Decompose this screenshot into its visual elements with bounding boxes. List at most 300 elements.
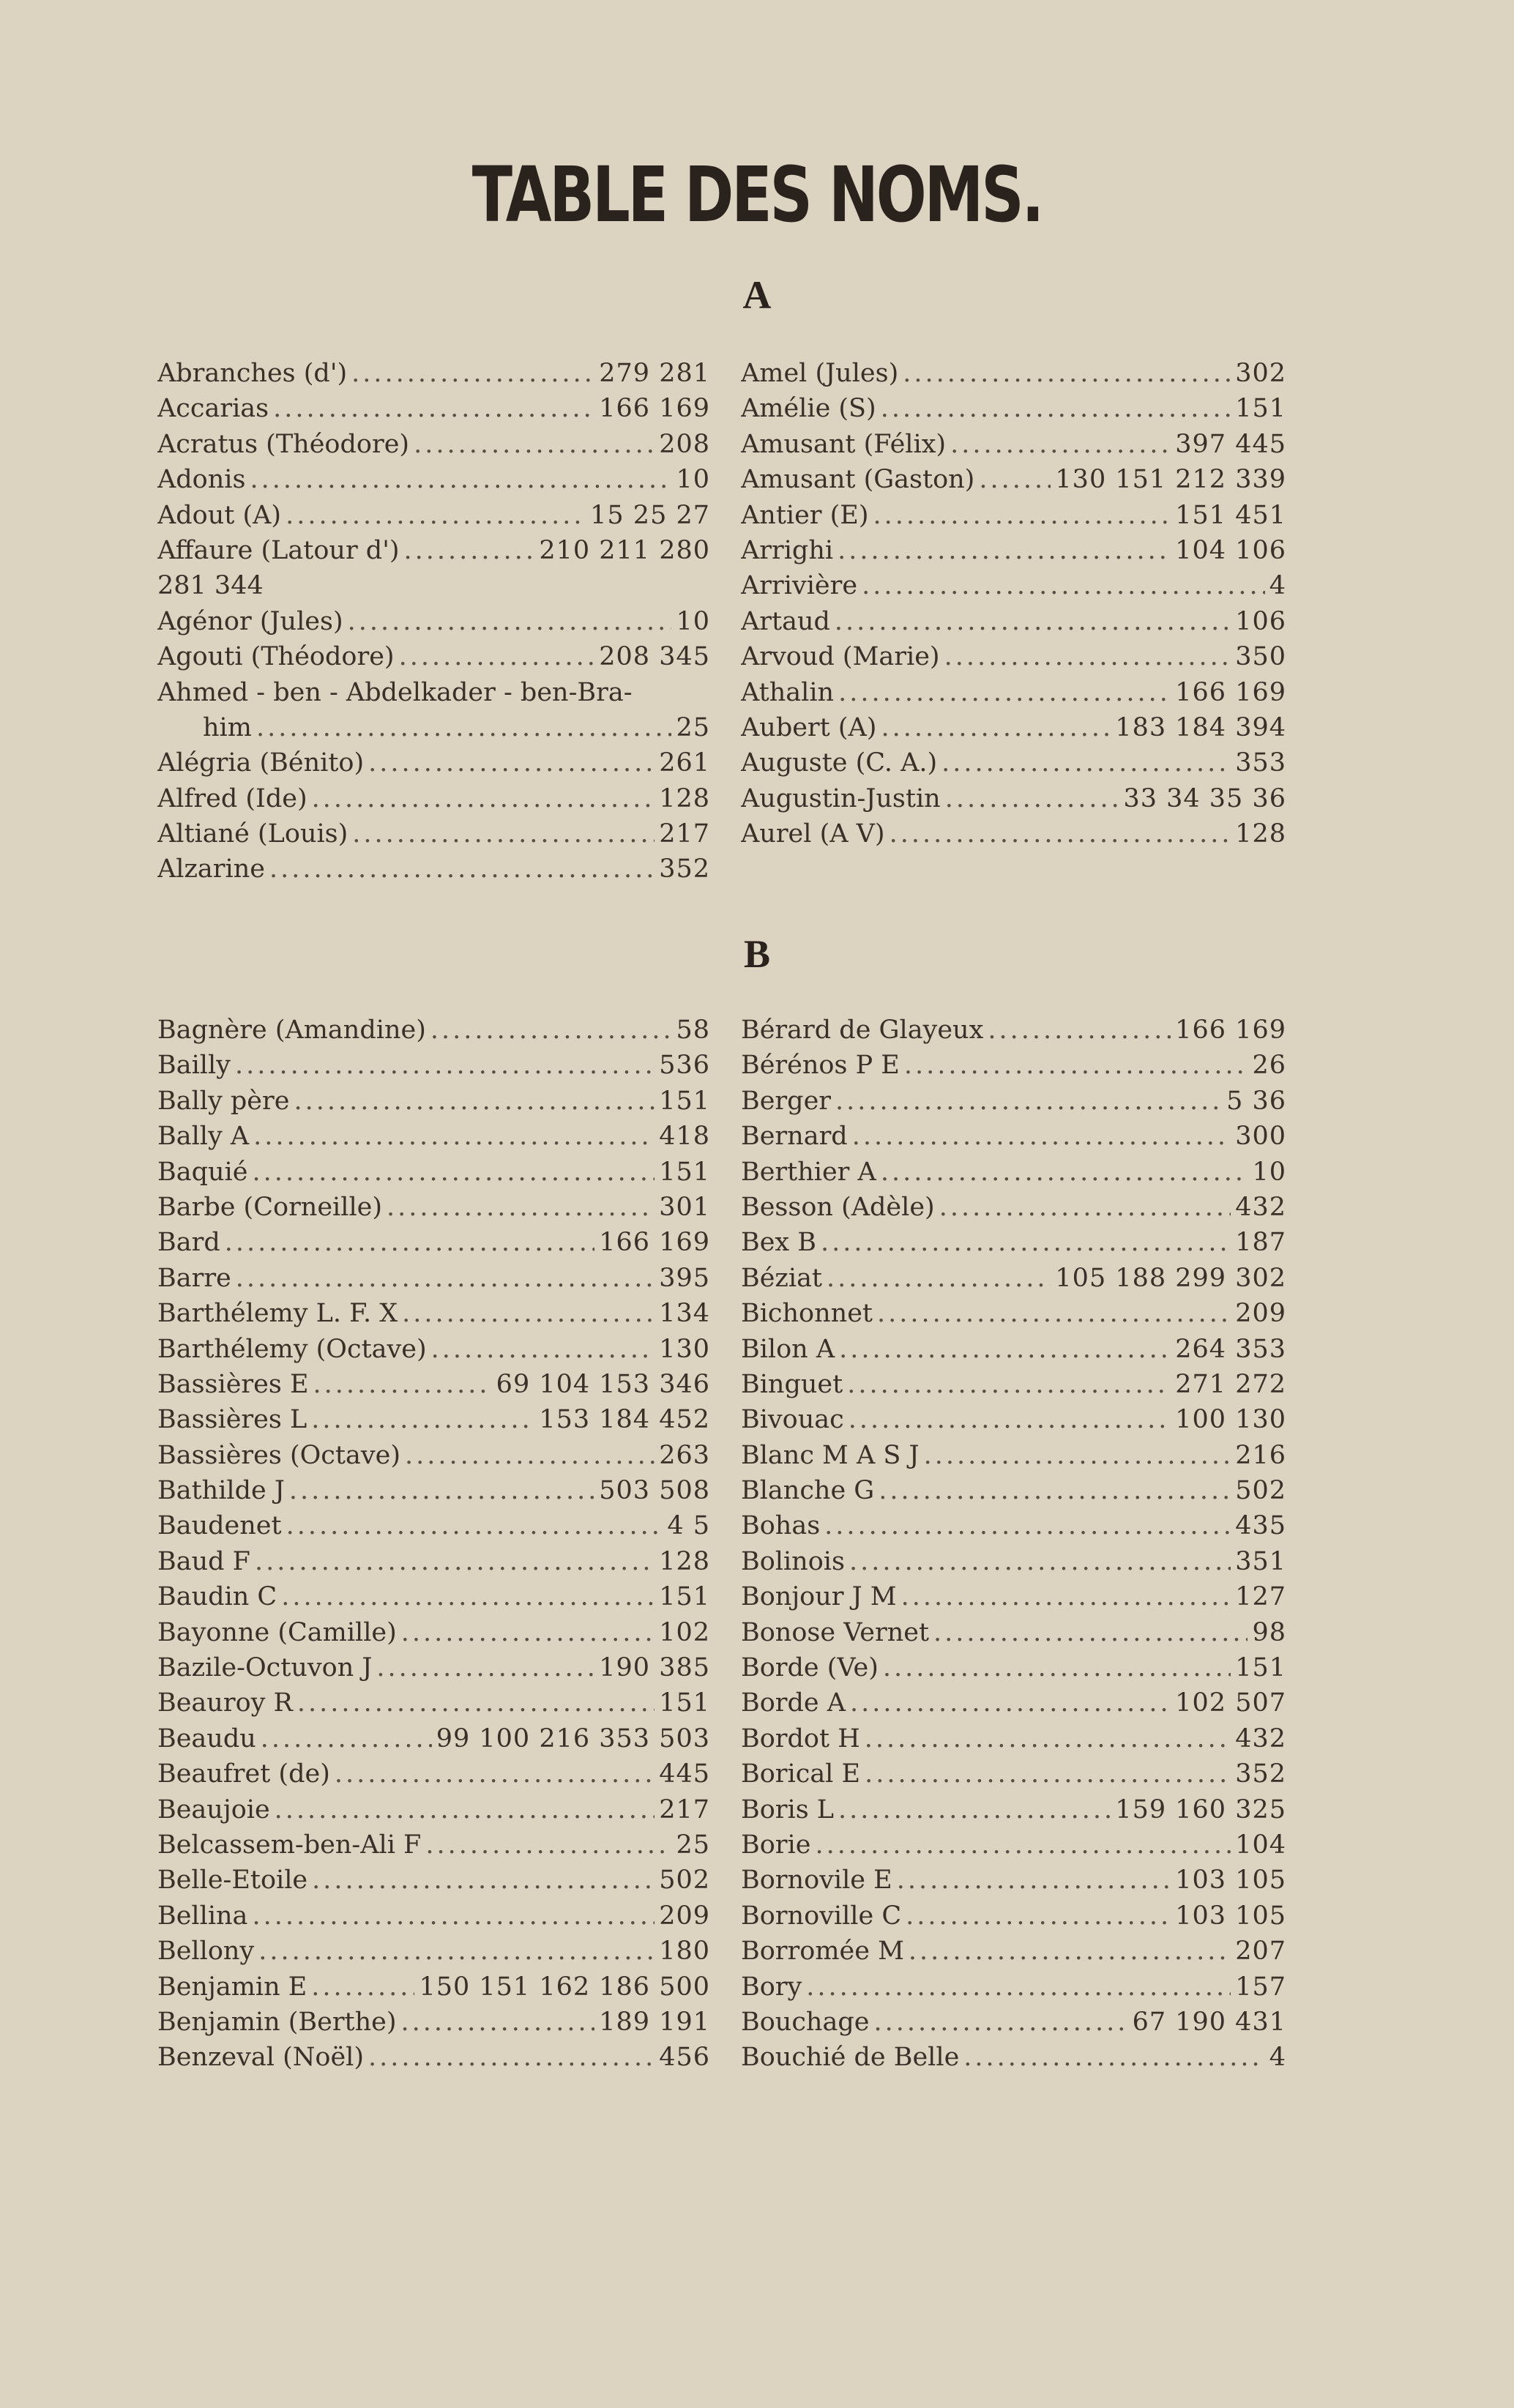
entry-pages: 10: [676, 606, 710, 636]
entry-pages: 159 160 325: [1115, 1794, 1286, 1824]
dot-leader: [883, 1650, 1231, 1685]
entry-pages: 208: [659, 429, 710, 459]
dot-leader: [904, 1048, 1248, 1083]
entry-pages: 4: [1269, 2043, 1286, 2073]
entry-name: Borromée M: [741, 1937, 904, 1967]
index-entry: [741, 391, 1286, 426]
section-b-left-column: [157, 1013, 710, 2076]
entry-pages: 166 169: [1175, 1015, 1286, 1045]
dot-leader: [414, 427, 655, 462]
entry-pages: 151: [659, 1157, 710, 1187]
index-entry: [157, 2005, 710, 2040]
dot-leader: [865, 1721, 1231, 1756]
index-entry: [741, 1827, 1286, 1863]
entry-pages: 445: [659, 1759, 710, 1789]
entry-name: Bérénos P E: [741, 1051, 900, 1081]
index-entry: [741, 1013, 1286, 1048]
entry-name: Bailly: [157, 1051, 231, 1081]
dot-leader: [313, 1367, 492, 1402]
entry-pages: 263: [659, 1440, 710, 1470]
entry-pages: 261: [659, 748, 710, 778]
index-entry: [741, 1473, 1286, 1508]
index-entry: [741, 1579, 1286, 1614]
entry-name: Bellony: [157, 1937, 255, 1967]
entry-name: Bonjour J M: [741, 1582, 897, 1612]
entry-pages: 208 345: [599, 642, 710, 672]
entry-pages: 209: [659, 1901, 710, 1931]
index-entry: [157, 604, 710, 639]
entry-pages: 418: [659, 1122, 710, 1152]
entry-pages: 127: [1235, 1582, 1286, 1612]
entry-pages: 130 151 212 339: [1055, 465, 1286, 495]
entry-pages: 432: [1235, 1192, 1286, 1222]
entry-pages: 134: [659, 1299, 710, 1329]
index-entry: [157, 1615, 710, 1650]
entry-name: Augustin-Justin: [741, 783, 941, 813]
dot-leader: [311, 1969, 414, 2005]
entry-name: Bornovile E: [741, 1865, 892, 1896]
index-entry: [157, 1827, 710, 1863]
entry-pages: 353: [1235, 748, 1286, 778]
dot-leader: [847, 1367, 1171, 1402]
entry-name: Beaudu: [157, 1723, 256, 1753]
entry-name: Bonose Vernet: [741, 1617, 930, 1647]
entry-pages: 397 445: [1175, 429, 1286, 459]
entry-pages: 26: [1252, 1051, 1286, 1081]
dot-leader: [835, 1084, 1222, 1119]
entry-name: Adout (A): [157, 500, 282, 530]
entry-name: Baud F: [157, 1546, 250, 1576]
index-entry: [741, 533, 1286, 568]
entry-pages: 10: [676, 465, 710, 495]
entry-pages: 279 281: [599, 359, 710, 388]
index-entry: [157, 1934, 710, 1969]
entry-pages: 166 169: [1175, 677, 1286, 707]
entry-name: Blanche G: [741, 1476, 875, 1506]
index-entry: [157, 1225, 710, 1260]
index-entry: [741, 1296, 1286, 1331]
index-entry: [741, 1402, 1286, 1437]
entry-pages: 157: [1235, 1972, 1286, 2002]
dot-leader: [351, 356, 594, 391]
entry-name: Beaufret (de): [157, 1759, 330, 1789]
entry-name: Borie: [741, 1830, 811, 1860]
entry-pages: 104 106: [1175, 535, 1286, 565]
index-entry: [157, 1898, 710, 1934]
entry-pages: 456: [659, 2043, 710, 2073]
entry-pages: 5 36: [1226, 1086, 1286, 1116]
index-entry: [157, 1685, 710, 1721]
entry-pages: 432: [1235, 1723, 1286, 1753]
index-entry: [157, 745, 710, 780]
index-entry: [157, 1332, 710, 1367]
entry-name: 281 344: [157, 571, 264, 601]
dot-leader: [430, 1013, 672, 1048]
dot-leader: [881, 391, 1231, 426]
index-entry: [741, 498, 1286, 533]
entry-name: Bex B: [741, 1228, 817, 1258]
dot-leader: [979, 462, 1051, 497]
entry-name: Altiané (Louis): [157, 819, 348, 849]
entry-pages: 395: [659, 1263, 710, 1293]
dot-leader: [873, 2005, 1127, 2040]
dot-leader: [838, 1792, 1111, 1827]
index-entry: [741, 710, 1286, 745]
index-entry: [741, 1650, 1286, 1685]
dot-leader: [849, 1402, 1171, 1437]
dot-leader: [401, 2005, 595, 2040]
entry-name: Besson (Adèle): [741, 1192, 935, 1222]
index-entry: [741, 2005, 1286, 2040]
entry-name: Boris L: [741, 1794, 835, 1824]
index-entry: [741, 1721, 1286, 1756]
index-entry: [157, 1756, 710, 1792]
entry-pages: 15 25 27: [590, 500, 710, 530]
entry-name: Blanc M A S J: [741, 1440, 920, 1470]
entry-pages: 104: [1235, 1830, 1286, 1860]
dot-leader: [250, 462, 671, 497]
index-entry: [157, 1969, 710, 2005]
index-entry: [157, 1579, 710, 1614]
index-entry: [741, 639, 1286, 674]
entry-name: Belcassem-ben-Ali F: [157, 1830, 422, 1860]
dot-leader: [881, 1155, 1248, 1190]
index-entry: [157, 710, 710, 745]
entry-name: Bouchage: [741, 2007, 870, 2037]
dot-leader: [824, 1508, 1231, 1543]
index-entry: [157, 1084, 710, 1119]
section-a-right-column: [741, 356, 1286, 851]
index-entry: [157, 1402, 710, 1437]
entry-name: Arrighi: [741, 535, 834, 565]
entry-pages: 300: [1235, 1122, 1286, 1152]
dot-leader: [312, 781, 655, 816]
index-entry: [157, 1119, 710, 1154]
entry-pages: 25: [676, 1830, 710, 1860]
section-a-left-column: [157, 356, 710, 887]
dot-leader: [835, 604, 1231, 639]
entry-name: Berger: [741, 1086, 832, 1116]
dot-leader: [924, 1438, 1231, 1473]
entry-name: Bayonne (Camille): [157, 1617, 397, 1647]
entry-pages: 536: [659, 1051, 710, 1081]
entry-pages: 10: [1252, 1157, 1286, 1187]
entry-pages: 106: [1235, 606, 1286, 636]
dot-leader: [909, 1934, 1231, 1969]
entry-name: Beauroy R: [157, 1688, 293, 1718]
entry-name: Amel (Jules): [741, 359, 899, 388]
index-entry: [157, 1721, 710, 1756]
entry-pages: 151: [659, 1688, 710, 1718]
dot-leader: [335, 1756, 655, 1792]
entry-name: Aubert (A): [741, 712, 877, 742]
entry-pages: 151: [1235, 394, 1286, 424]
dot-leader: [376, 1650, 594, 1685]
index-entry: [741, 462, 1286, 497]
dot-leader: [944, 639, 1231, 674]
entry-name: Benzeval (Noël): [157, 2043, 364, 2073]
index-entry: [157, 816, 710, 851]
dot-leader: [297, 1685, 655, 1721]
index-entry: [157, 1863, 710, 1898]
index-entry: [741, 1367, 1286, 1402]
index-entry: [741, 1615, 1286, 1650]
entry-name: Bellina: [157, 1901, 248, 1931]
entry-pages: 151: [1235, 1653, 1286, 1683]
entry-pages: 502: [659, 1865, 710, 1896]
dot-leader: [827, 1261, 1051, 1296]
index-entry: [741, 781, 1286, 816]
entry-name: Barthélemy L. F. X: [157, 1299, 398, 1329]
entry-pages: 151 451: [1175, 500, 1286, 530]
entry-name: Baudin C: [157, 1582, 277, 1612]
entry-pages: 98: [1252, 1617, 1286, 1647]
entry-name: Barthélemy (Octave): [157, 1334, 427, 1364]
entry-name: Arrivière: [741, 571, 858, 601]
index-entry: [741, 745, 1286, 780]
dot-leader: [890, 816, 1231, 851]
entry-name: Bordot H: [741, 1723, 860, 1753]
index-entry: [741, 1685, 1286, 1721]
entry-name: Accarias: [157, 394, 269, 424]
entry-name: Baquié: [157, 1157, 248, 1187]
dot-leader: [235, 1048, 655, 1083]
dot-leader: [253, 1119, 655, 1154]
entry-name: Amusant (Félix): [741, 429, 947, 459]
section-letter-b: B: [743, 932, 771, 976]
entry-pages: 153 184 452: [539, 1405, 710, 1435]
index-entry: [157, 639, 710, 674]
index-entry: [157, 675, 710, 710]
entry-name: Bohas: [741, 1511, 821, 1541]
dot-leader: [261, 1721, 432, 1756]
entry-pages: 33 34 35 36: [1123, 783, 1286, 813]
dot-leader: [879, 1473, 1231, 1508]
dot-leader: [348, 604, 672, 639]
entry-name: Agouti (Théodore): [157, 642, 395, 672]
index-entry: [741, 604, 1286, 639]
index-entry: [741, 816, 1286, 851]
entry-pages: 435: [1235, 1511, 1286, 1541]
entry-name: Bolinois: [741, 1546, 845, 1576]
dot-leader: [252, 1155, 655, 1190]
entry-name: Aurel (A V): [741, 819, 885, 849]
entry-pages: 103 105: [1175, 1865, 1286, 1896]
index-entry: [741, 1544, 1286, 1579]
dot-leader: [352, 816, 655, 851]
index-entry: [157, 1155, 710, 1190]
entry-name: Abranches (d'): [157, 359, 348, 388]
index-entry: [741, 1792, 1286, 1827]
index-entry: [741, 1438, 1286, 1473]
entry-name: Amusant (Gaston): [741, 465, 975, 495]
entry-name: Athalin: [741, 677, 835, 707]
entry-name: Belle-Etoile: [157, 1865, 308, 1896]
dot-leader: [850, 1685, 1171, 1721]
entry-pages: 151: [659, 1582, 710, 1612]
entry-name: Alégria (Bénito): [157, 748, 365, 778]
index-entry: [741, 568, 1286, 603]
index-entry: [157, 1190, 710, 1225]
index-entry: [741, 1261, 1286, 1296]
entry-name: Antier (E): [741, 500, 869, 530]
index-entry: [741, 1225, 1286, 1260]
dot-leader: [838, 533, 1171, 568]
entry-name: Bornoville C: [741, 1901, 902, 1931]
index-entry: [741, 675, 1286, 710]
dot-leader: [255, 1544, 655, 1579]
dot-leader: [821, 1225, 1231, 1260]
dot-leader: [945, 781, 1119, 816]
index-entry: [157, 568, 710, 603]
index-entry: [741, 427, 1286, 462]
entry-pages: 128: [1235, 819, 1286, 849]
entry-name: Borical E: [741, 1759, 861, 1789]
index-entry: [157, 1013, 710, 1048]
index-entry: [741, 1898, 1286, 1934]
dot-leader: [877, 1296, 1231, 1331]
entry-pages: 100 130: [1175, 1405, 1286, 1435]
entry-name: Artaud: [741, 606, 830, 636]
dot-leader: [275, 1792, 655, 1827]
entry-name: Bassières E: [157, 1369, 309, 1399]
entry-pages: 209: [1235, 1299, 1286, 1329]
index-entry: [741, 1048, 1286, 1083]
entry-name: Bilon A: [741, 1334, 835, 1364]
dot-leader: [286, 498, 586, 533]
entry-pages: 69 104 153 346: [496, 1369, 710, 1399]
entry-name: Béziat: [741, 1263, 822, 1293]
index-entry: [741, 1863, 1286, 1898]
entry-name: Adonis: [157, 465, 246, 495]
index-entry: [741, 1155, 1286, 1190]
dot-leader: [402, 1296, 655, 1331]
dot-leader: [269, 851, 655, 887]
entry-pages: 189 191: [599, 2007, 710, 2037]
dot-leader: [256, 710, 672, 745]
dot-leader: [312, 1863, 655, 1898]
entry-name: Borde A: [741, 1688, 846, 1718]
entry-pages: 503 508: [599, 1476, 710, 1506]
page-title: TABLE DES NOMS.: [471, 150, 1043, 239]
index-entry: [741, 1756, 1286, 1792]
entry-pages: 217: [659, 819, 710, 849]
dot-leader: [901, 1579, 1231, 1614]
entry-pages: 180: [659, 1937, 710, 1967]
dot-leader: [368, 745, 655, 780]
entry-pages: 150 151 162 186 500: [419, 1972, 710, 2002]
dot-leader: [950, 427, 1171, 462]
dot-leader: [881, 710, 1111, 745]
dot-leader: [258, 1934, 655, 1969]
entry-name: Berthier A: [741, 1157, 876, 1187]
dot-leader: [252, 1898, 655, 1934]
entry-pages: 264 353: [1175, 1334, 1286, 1364]
dot-leader: [403, 533, 534, 568]
index-entry: [157, 1438, 710, 1473]
entry-pages: 102: [659, 1617, 710, 1647]
entry-name: Acratus (Théodore): [157, 429, 410, 459]
entry-pages: 301: [659, 1192, 710, 1222]
entry-pages: 151: [659, 1086, 710, 1116]
entry-name: Bagnère (Amandine): [157, 1015, 426, 1045]
entry-name: Bathilde J: [157, 1476, 285, 1506]
entry-pages: 502: [1235, 1476, 1286, 1506]
dot-leader: [425, 1827, 671, 1863]
dot-leader: [399, 639, 595, 674]
entry-name: Ahmed - ben - Abdelkader - ben-Bra-: [157, 677, 633, 707]
entry-pages: 102 507: [1175, 1688, 1286, 1718]
index-entry: [157, 1367, 710, 1402]
section-letter-a: A: [742, 273, 772, 317]
index-entry: [741, 1084, 1286, 1119]
dot-leader: [963, 2040, 1264, 2075]
index-entry: [157, 781, 710, 816]
index-entry: [157, 1296, 710, 1331]
entry-name: Alzarine: [157, 854, 265, 884]
dot-leader: [431, 1332, 655, 1367]
index-entry: [741, 1508, 1286, 1543]
entry-name: Beaujoie: [157, 1794, 270, 1824]
dot-leader: [273, 391, 594, 426]
entry-pages: 99 100 216 353 503: [436, 1723, 710, 1753]
dot-leader: [311, 1402, 534, 1437]
index-entry: [157, 1261, 710, 1296]
index-entry: [157, 2040, 710, 2075]
dot-leader: [294, 1084, 655, 1119]
entry-pages: 105 188 299 302: [1055, 1263, 1286, 1293]
dot-leader: [387, 1190, 655, 1225]
entry-name: Bassières L: [157, 1405, 307, 1435]
index-entry: [741, 1332, 1286, 1367]
dot-leader: [236, 1261, 655, 1296]
entry-name: Borde (Ve): [741, 1653, 879, 1683]
entry-pages: 58: [676, 1015, 710, 1045]
dot-leader: [852, 1119, 1231, 1154]
entry-name: Barbe (Corneille): [157, 1192, 383, 1222]
index-entry: [157, 851, 710, 887]
entry-pages: 128: [659, 783, 710, 813]
dot-leader: [988, 1013, 1171, 1048]
section-b-right-column: [741, 1013, 1286, 2076]
entry-name: Bassières (Octave): [157, 1440, 400, 1470]
dot-leader: [225, 1225, 595, 1260]
entry-pages: 67 190 431: [1132, 2007, 1286, 2037]
dot-leader: [815, 1827, 1231, 1863]
dot-leader: [941, 745, 1231, 780]
dot-leader: [873, 498, 1171, 533]
index-entry: [157, 427, 710, 462]
index-entry: [741, 356, 1286, 391]
entry-name: Bally père: [157, 1086, 290, 1116]
entry-pages: 187: [1235, 1228, 1286, 1258]
dot-leader: [839, 1332, 1171, 1367]
entry-name: him: [203, 712, 252, 742]
entry-pages: 103 105: [1175, 1901, 1286, 1931]
entry-name: Baudenet: [157, 1511, 282, 1541]
entry-pages: 207: [1235, 1937, 1286, 1967]
dot-leader: [838, 675, 1171, 710]
index-entry: [157, 1792, 710, 1827]
index-entry: [157, 533, 710, 568]
entry-name: Auguste (C. A.): [741, 748, 938, 778]
index-entry: [157, 1048, 710, 1083]
entry-name: Bazile-Octuvon J: [157, 1653, 373, 1683]
entry-name: Bouchié de Belle: [741, 2043, 960, 2073]
entry-pages: 216: [1235, 1440, 1286, 1470]
dot-leader: [806, 1969, 1231, 2005]
dot-leader: [401, 1615, 655, 1650]
